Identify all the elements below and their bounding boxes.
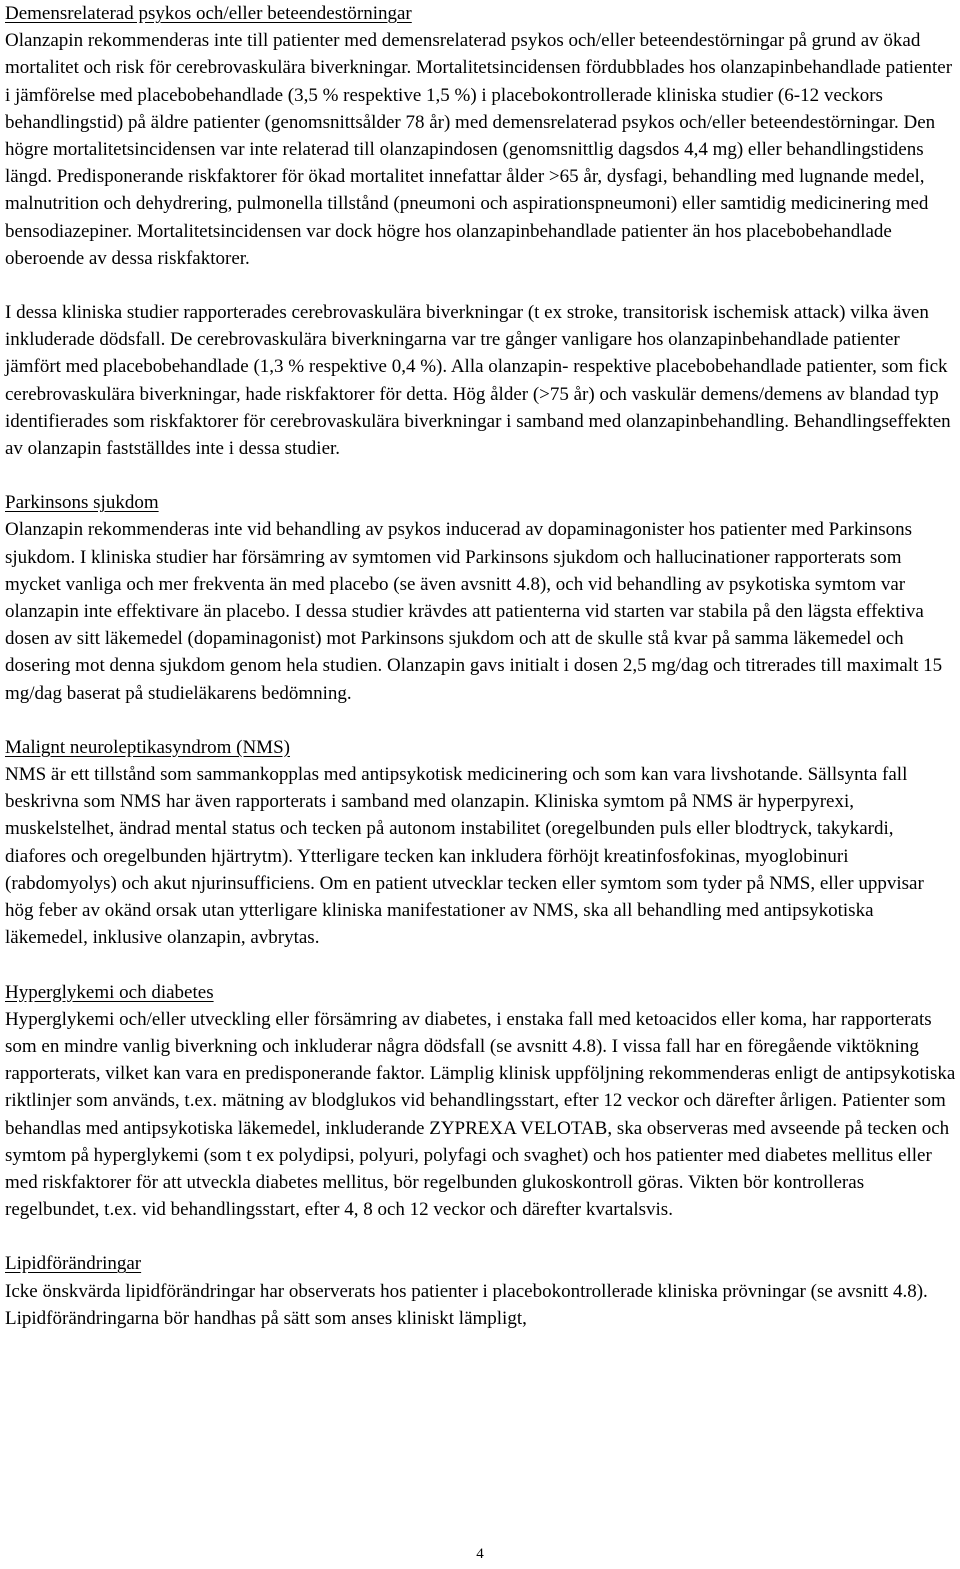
paragraph-parkinson: Olanzapin rekommenderas inte vid behandling av psykos inducerad av dopaminagonister hos patienter med Parkinsons sjukdom. I kliniska studier har försämring av symtomen vid Parkinsons sjukdom och hallucinationer rapporterats som mycket vanliga och mer frekventa än med placebo (se även avsnitt 4.8), och vid behandling av psykotiska symtom var olanzapin inte effektivare än placebo. I dessa studier krävdes att patienterna vid starten var stabila på den lägsta effektiva dosen av sitt läkemedel (dopaminagonist) mot Parkinsons sjukdom och att de skulle stå kvar på samma läkemedel och dosering mot denna sjukdom genom hela studien. Olanzapin gavs initialt i dosen 2,5 mg/dag och titrerades till maximalt 15 mg/dag baserat på studieläkarens bedömning. xyxy=(5,519,943,704)
paragraph-dementia-mortality: Olanzapin rekommenderas inte till patienter med demensrelaterad psykos och/eller beteendestörningar på grund av ökad mortalitet och risk för cerebrovaskulära biverkningar. Mortalitetsincidensen fördubblades hos olanzapinbehandlade patienter i jämförelse med placebobehandlade (3,5 % respektive 1,5 %) i placebokontrollerade kliniska studier (6-12 veckors behandlingstid) på äldre patienter (genomsnittsålder 78 år) med demensrelaterad psykos och/eller beteendestörningar. Den högre mortalitetsincidensen var inte relaterad till olanzapindosen (genomsnittlig dagsdos 4,4 mg) eller behandlingstidens längd. Predisponerande riskfaktorer för ökad mortalitet innefattar ålder >65 år, dysfagi, behandling med lugnande medel, malnutrition och dehydrering, pulmonella tillstånd (pneumoni och aspirationspneumoni) eller samtidig medicinering med bensodiazepiner. Mortalitetsincidensen var dock högre hos olanzapinbehandlade patienter än hos placebobehandlade oberoende av dessa riskfaktorer. xyxy=(5,30,953,269)
paragraph-nms: NMS är ett tillstånd som sammankopplas med antipsykotisk medicinering och som kan vara livshotande. Sällsynta fall beskrivna som NMS har även rapporterats i samband med olanzapin. Kliniska symtom på NMS är hyperpyrexi, muskelstelhet, ändrad mental status och tecken på autonom instabilitet (oregelbunden puls eller blodtryck, takykardi, diafores och oregelbunden hjärtrytm). Ytterligare tecken kan inkludera förhöjt kreatinfosfokinas, myoglobinuri (rabdomyolys) och akut njurinsufficiens. Om en patient utvecklar tecken eller symtom som tyder på NMS, eller uppvisar hög feber av okänd orsak utan ytterligare kliniska manifestationer av NMS, ska all behandling med antipsykotiska läkemedel, inklusive olanzapin, avbrytas. xyxy=(5,764,924,949)
section-dementia xyxy=(5,0,957,462)
page-number: 4 xyxy=(476,1546,484,1562)
section-heading-hyperglycemia: Hyperglykemi och diabetes xyxy=(5,981,214,1003)
section-heading-lipid: Lipidförändringar xyxy=(5,1253,142,1275)
section-heading-nms: Malignt neuroleptikasyndrom (NMS) xyxy=(5,736,290,758)
section-hyperglycemia xyxy=(5,979,957,1224)
paragraph-hyperglycemia: Hyperglykemi och/eller utveckling eller försämring av diabetes, i enstaka fall med ketoacidos eller koma, har rapporterats som en mindre vanlig biverkning och inkluderar några dödsfall (se avsnitt 4.8). I vissa fall har en föregående viktökning rapporterats, vilket kan vara en predisponerande faktor. Lämplig klinisk uppföljning rekommenderas enligt de antipsykotiska riktlinjer som används, t.ex. mätning av blodglukos vid behandlingsstart, efter 12 veckor och därefter årligen. Patienter som behandlas med antipsykotiska läkemedel, inkluderande ZYPREXA VELOTAB, ska observeras med avseende på tecken och symtom på hyperglykemi (som t ex polydipsi, polyuri, polyfagi och svaghet) och hos patienter med diabetes mellitus eller med riskfaktorer för att utveckla diabetes mellitus, bör regelbunden glukoskontroll göras. Vikten bör kontrolleras regelbundet, t.ex. vid behandlingsstart, efter 4, 8 och 12 veckor och därefter kvartalsvis. xyxy=(5,1008,956,1221)
section-heading-dementia: Demensrelaterad psykos och/eller beteendestörningar xyxy=(5,3,412,24)
document-page xyxy=(5,0,957,1569)
section-heading-parkinson: Parkinsons sjukdom xyxy=(5,492,159,514)
paragraph-lipid: Icke önskvärda lipidförändringar har observerats hos patienter i placebokontrollerade kliniska prövningar (se avsnitt 4.8). Lipidförändringarna bör handhas på sätt som anses kliniskt lämpligt, xyxy=(5,1280,928,1329)
section-lipid xyxy=(5,1250,957,1332)
paragraph-dementia-cerebrovascular: I dessa kliniska studier rapporterades cerebrovaskulära biverkningar (t ex stroke, transitorisk ischemisk attack) vilka även inkluderade dödsfall. De cerebrovaskulära biverkningarna var tre gånger vanligare hos olanzapinbehandlade patienter jämfört med placebobehandlade (1,3 % respektive 0,4 %). Alla olanzapin- respektive placebobehandlade patienter, som fick cerebrovaskulära biverkningar, hade riskfaktorer för detta. Hög ålder (>75 år) och vaskulär demens/demens av blandad typ identifierades som riskfaktorer för cerebrovaskulära biverkningar i samband med olanzapinbehandling. Behandlingseffekten av olanzapin fastställdes inte i dessa studier. xyxy=(5,302,951,460)
section-parkinson xyxy=(5,489,957,707)
section-nms xyxy=(5,734,957,952)
